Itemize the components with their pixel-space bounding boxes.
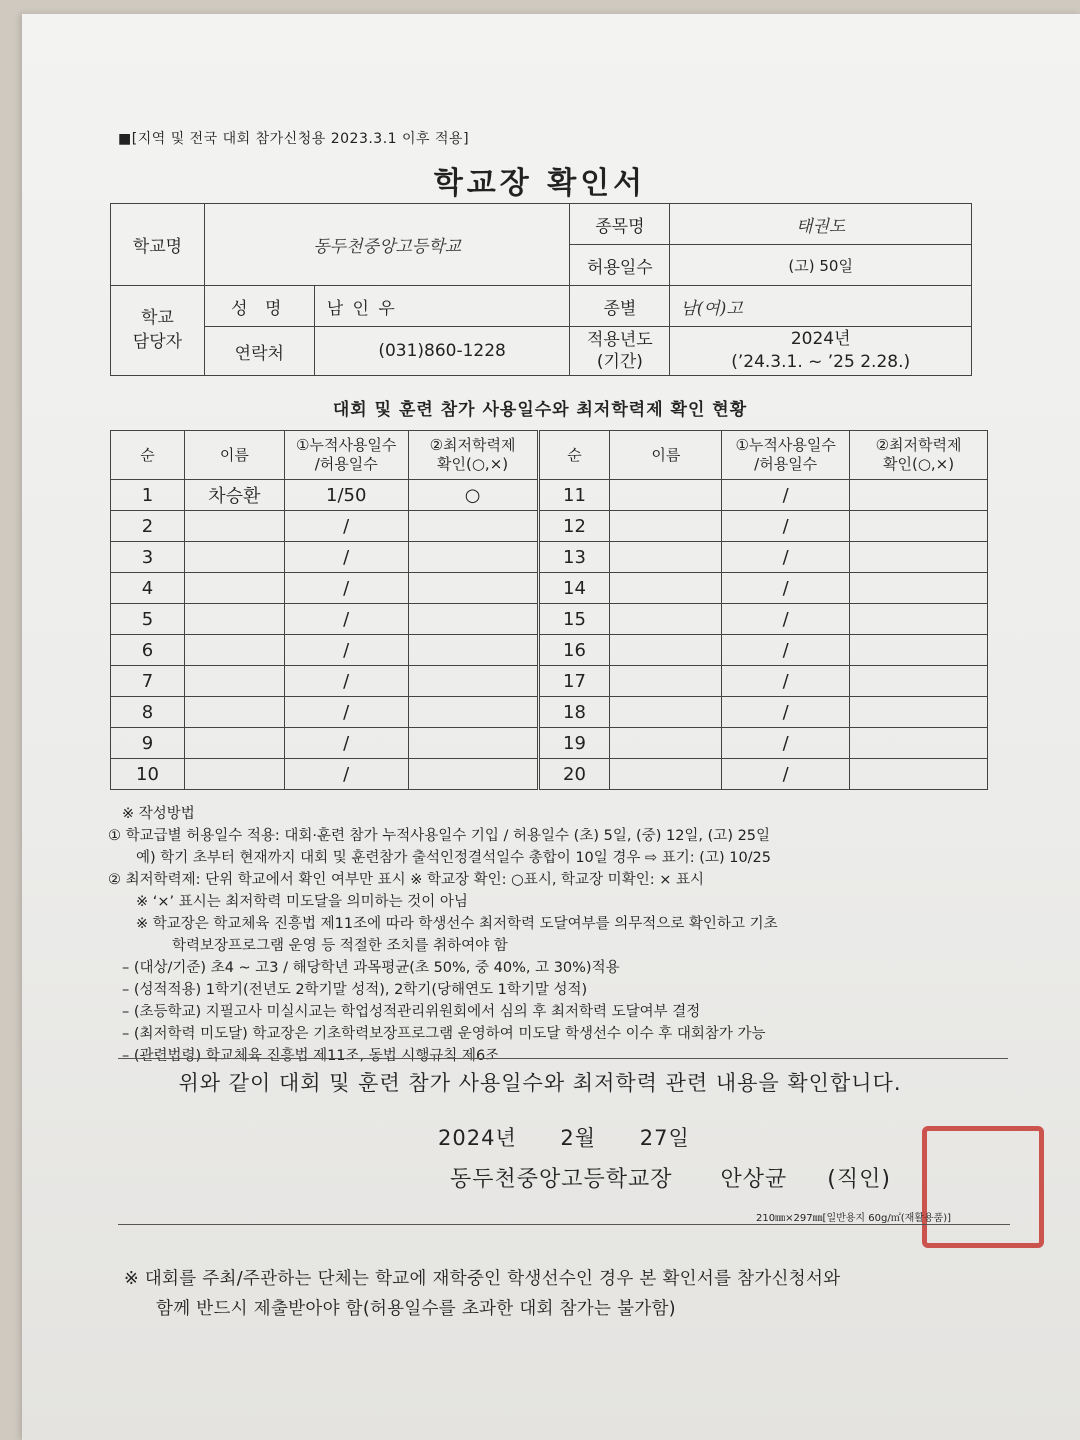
issue-date [438,1122,726,1152]
cell-name [610,480,722,511]
table-row [111,666,988,697]
cell-name [184,604,284,635]
cell-check [850,480,988,511]
signer-school: 동두천중앙고등학교장 [450,1167,673,1192]
cell-no: 8 [111,697,185,728]
table-row [111,573,988,604]
cell-days: / [284,728,408,759]
detail-4: – (최저학력 미도달) 학교장은 기초학력보장프로그램 운영하여 미도달 학생선수 이수 후 대회참가 가능 [122,1026,766,1042]
notes-heading: ※ 작성방법 [122,806,195,822]
school-info-table [110,203,972,376]
cell-no: 3 [111,542,185,573]
seal-label: (직인) [827,1167,891,1192]
cell-check: ○ [408,480,538,511]
cell-name [610,666,722,697]
cell-days: / [722,511,850,542]
signer-line [450,1162,891,1193]
cell-check [850,604,988,635]
year-cell [670,327,972,376]
cell-check [850,666,988,697]
divider [118,1058,1008,1059]
table-row [111,542,988,573]
cell-days: / [284,511,408,542]
date-day: 27일 [639,1126,690,1150]
col-header-name: 이름 [610,431,722,480]
category-label: 종별 [570,286,670,327]
cell-check [850,542,988,573]
cell-check [408,697,538,728]
cell-no: 15 [538,604,610,635]
cell-days: 1/50 [284,480,408,511]
cell-check [408,511,538,542]
cell-no: 17 [538,666,610,697]
divider [118,1224,1010,1225]
allowed-days-label: 허용일수 [570,245,670,286]
cell-check [850,759,988,790]
cell-name [610,635,722,666]
table-row [111,759,988,790]
cell-name [184,759,284,790]
col-header-no: 순 [111,431,185,480]
category-value: 남(여)고 [670,286,972,327]
cell-no: 1 [111,480,185,511]
cell-name [610,759,722,790]
col-header-check: ②최저학력제 확인(○,×) [408,431,538,480]
contact-label: 연락처 [204,327,314,376]
manager-name: 남 인 우 [314,286,570,327]
cell-name [184,573,284,604]
table-header-row [111,431,988,480]
cell-check [850,635,988,666]
col-header-name: 이름 [184,431,284,480]
cell-days: / [722,759,850,790]
table-row [111,511,988,542]
cell-check [408,604,538,635]
cell-check [408,542,538,573]
cell-no: 4 [111,573,185,604]
section-title: 대회 및 훈련 참가 사용일수와 최저학력제 확인 현황 [332,400,748,420]
cell-days: / [722,542,850,573]
cell-days: / [284,697,408,728]
cell-days: / [284,542,408,573]
note-1: ① 학교급별 허용일수 적용: 대회·훈련 참가 누적사용일수 기입 / 허용일수 (초) 5일, (중) 12일, (고) 25일 [108,828,771,844]
cell-no: 12 [538,511,610,542]
table-row [111,480,988,511]
cell-days: / [722,697,850,728]
cell-days: / [284,573,408,604]
table-row [111,728,988,759]
official-seal-stamp [922,1126,1044,1248]
cell-name [184,728,284,759]
cell-name [610,728,722,759]
cell-name [184,697,284,728]
sport-value: 태권도 [670,204,972,245]
contact-value: (031)860-1228 [314,327,570,376]
cell-check [850,728,988,759]
cell-check [408,666,538,697]
cell-no: 14 [538,573,610,604]
cell-no: 10 [111,759,185,790]
form-header-note: ■[지역 및 전국 대회 참가신청용 2023.3.1 이후 적용] [118,131,470,147]
cell-check [850,511,988,542]
note-4: ※ 학교장은 학교체육 진흥법 제11조에 따라 학생선수 최저학력 도달여부를 의무적으로 확인하고 기초 [136,916,778,932]
cell-no: 5 [111,604,185,635]
cell-name: 차승환 [184,480,284,511]
date-month: 2월 [560,1126,597,1150]
cell-no: 9 [111,728,185,759]
note-2: ② 최저학력제: 단위 학교에서 확인 여부만 표시 ※ 학교장 확인: ○표시, 학교장 미확인: × 표시 [108,872,704,888]
instructions [108,803,1008,1067]
cell-no: 2 [111,511,185,542]
confirmation-text: 위와 같이 대회 및 훈련 참가 사용일수와 최저학력 관련 내용을 확인합니다. [178,1071,902,1095]
note-3: ※ ‘×’ 표시는 최저학력 미도달을 의미하는 것이 아님 [136,894,468,910]
detail-3: – (초등학교) 지필고사 미실시교는 학업성적관리위원회에서 심의 후 최저학력 도달여부 결정 [122,1004,701,1020]
cell-no: 18 [538,697,610,728]
note-4-cont: 학력보장프로그램 운영 등 적절한 조치를 취하여야 함 [172,938,508,954]
note-1-example: 예) 학기 초부터 현재까지 대회 및 훈련참가 출석인정결석일수 총합이 10일 경우 ⇨ 표기: (고) 10/25 [136,850,772,866]
principal-name: 안상균 [720,1167,788,1192]
year-value: 2024년 [790,329,851,350]
col-header-check: ②최저학력제 확인(○,×) [850,431,988,480]
cell-days: / [722,728,850,759]
cell-name [610,511,722,542]
cell-name [184,666,284,697]
cell-days: / [722,480,850,511]
cell-days: / [284,759,408,790]
cell-no: 6 [111,635,185,666]
cell-name [184,511,284,542]
school-name: 동두천중앙고등학교 [204,204,570,286]
col-header-no: 순 [538,431,610,480]
cell-name [184,635,284,666]
cell-days: / [284,635,408,666]
cell-no: 7 [111,666,185,697]
manager-label: 학교 담당자 [111,286,205,376]
cell-name [184,542,284,573]
cell-name [610,542,722,573]
cell-no: 13 [538,542,610,573]
cell-no: 11 [538,480,610,511]
cell-check [408,759,538,790]
year-label: 적용년도 (기간) [570,327,670,376]
cell-check [408,635,538,666]
name-label: 성 명 [204,286,314,327]
cell-no: 19 [538,728,610,759]
detail-1: – (대상/기준) 초4 ~ 고3 / 해당학년 과목평균(초 50%, 중 40%, 고 30%)적용 [122,960,620,976]
footnote [124,1264,840,1324]
allowed-days-value: (고) 50일 [670,245,972,286]
cell-no: 20 [538,759,610,790]
cell-check [850,573,988,604]
table-row [111,635,988,666]
table-row [111,604,988,635]
cell-days: / [722,573,850,604]
cell-no: 16 [538,635,610,666]
cell-check [408,573,538,604]
table-row [111,697,988,728]
sport-label: 종목명 [570,204,670,245]
cell-days: / [284,604,408,635]
cell-name [610,697,722,728]
usage-table [110,430,988,790]
date-year: 2024년 [438,1126,517,1150]
paper-spec: 210㎜×297㎜[일반용지 60g/㎡(재활용품)] [756,1213,952,1224]
cell-days: / [722,604,850,635]
detail-5: – (관련법령) 학교체육 진흥법 제11조, 동법 시행규칙 제6조 [122,1048,500,1064]
school-label: 학교명 [111,204,205,286]
footnote-line-1: ※ 대회를 주최/주관하는 단체는 학교에 재학중인 학생선수인 경우 본 확인서를 참가신청서와 [124,1269,841,1289]
detail-2: – (성적적용) 1학기(전년도 2학기말 성적), 2학기(당해연도 1학기말 성적) [122,982,588,998]
cell-name [610,604,722,635]
cell-days: / [722,666,850,697]
cell-days: / [722,635,850,666]
cell-name [610,573,722,604]
cell-check [850,697,988,728]
period-value: (’24.3.1. ~ ’25 2.28.) [731,352,911,372]
document-title: 학교장 확인서 [433,166,647,201]
cell-check [408,728,538,759]
col-header-days: ①누적사용일수 /허용일수 [722,431,850,480]
col-header-days: ①누적사용일수 /허용일수 [284,431,408,480]
footnote-line-2: 함께 반드시 제출받아야 함(허용일수를 초과한 대회 참가는 불가함) [156,1299,676,1319]
cell-days: / [284,666,408,697]
